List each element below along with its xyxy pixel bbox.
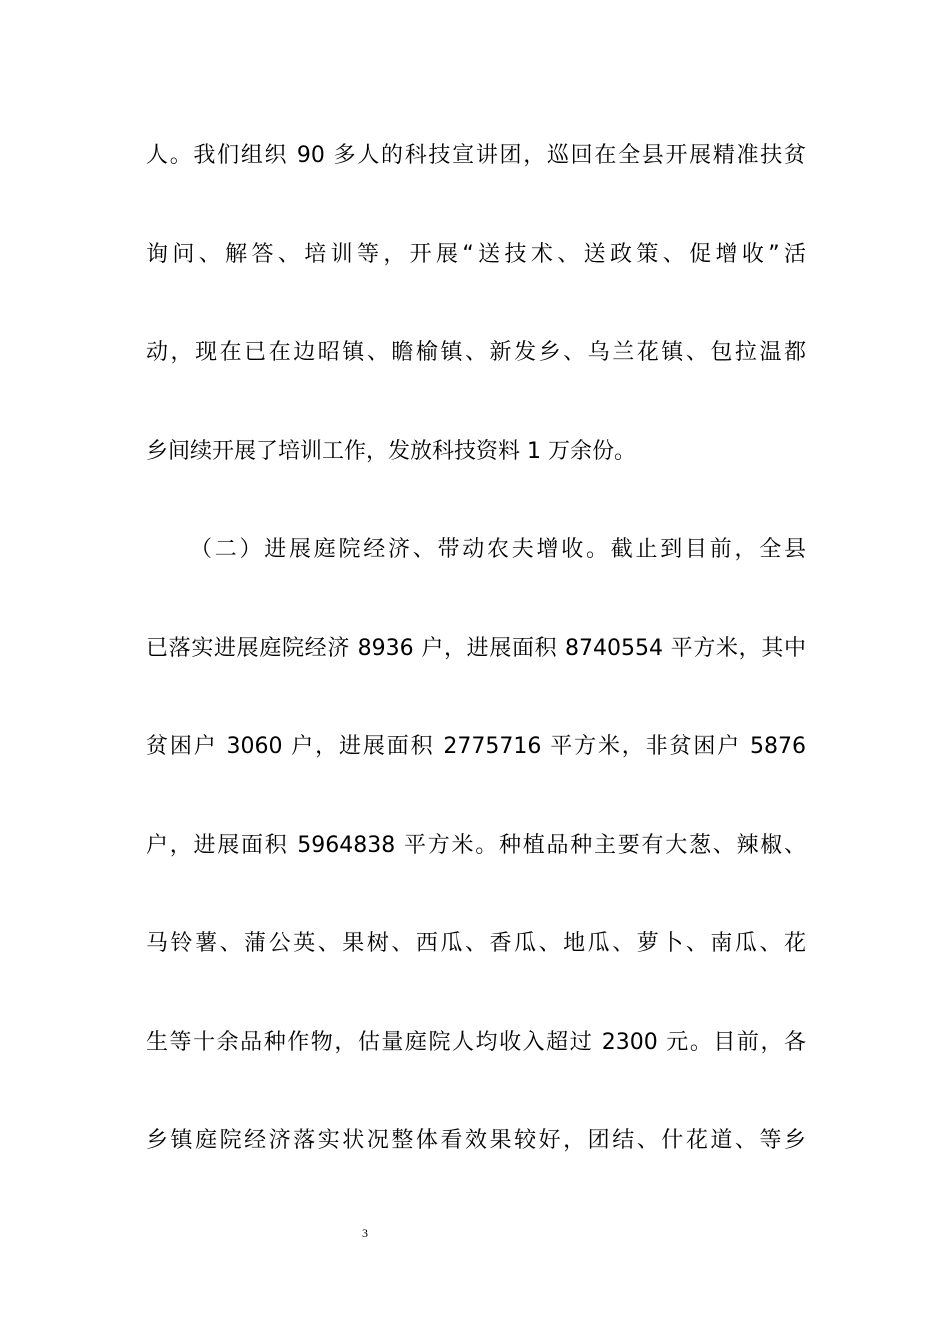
text-line: 贫困户 3060 户，进展面积 2775716 平方米，非贫困户 5876 — [146, 734, 806, 759]
text-line: 询问、解答、培训等，开展“送技术、送政策、促增收”活 — [146, 241, 806, 267]
paragraph-first-line: （二）进展庭院经济、带动农夫增收。截止到目前，全县 — [190, 537, 806, 562]
text-line: 乡间续开展了培训工作，发放科技资料 1 万余份。 — [146, 438, 636, 464]
text-line: 马铃薯、蒲公英、果树、西瓜、香瓜、地瓜、萝卜、南瓜、花 — [146, 931, 806, 956]
text-line: 乡镇庭院经济落实状况整体看效果较好，团结、什花道、等乡 — [146, 1128, 806, 1153]
page-number: 3 — [362, 1226, 368, 1240]
body-text — [146, 128, 806, 1212]
text-line: 已落实进展庭院经济 8936 户，进展面积 8740554 平方米，其中 — [146, 635, 806, 661]
text-line: 人。我们组织 90 多人的科技宣讲团，巡回在全县开展精准扶贫 — [146, 143, 806, 168]
text-line: 生等十余品种作物，估量庭院人均收入超过 2300 元。目前，各 — [146, 1029, 806, 1055]
text-line: 动，现在已在边昭镇、瞻榆镇、新发乡、乌兰花镇、包拉温都 — [146, 340, 806, 365]
text-line: 户，进展面积 5964838 平方米。种植品种主要有大葱、辣椒、 — [146, 832, 806, 858]
